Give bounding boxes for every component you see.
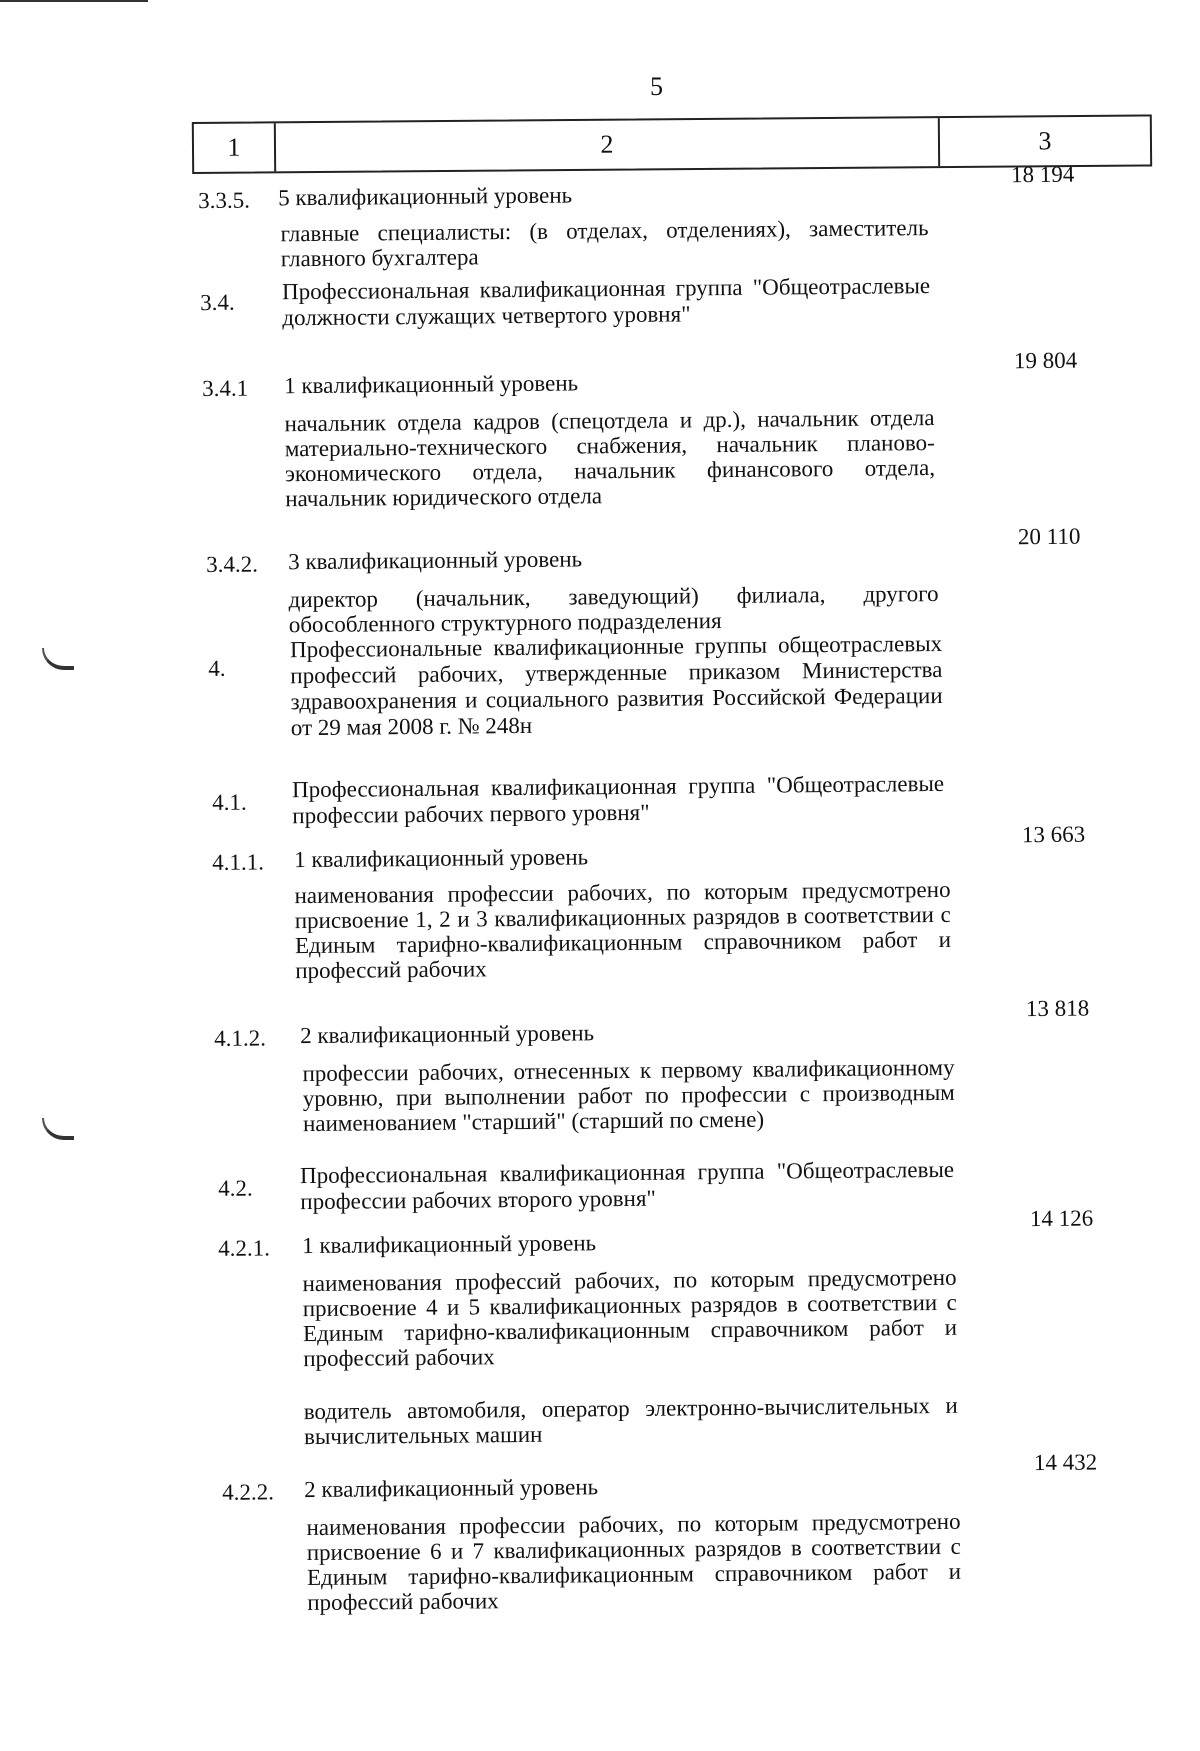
entry-number: 3.3.5. <box>198 187 251 214</box>
entry-value: 18 194 <box>1010 161 1075 188</box>
top-edge-line <box>0 0 148 2</box>
entry-description-extra: водитель автомобиля, оператор электронно-вычислительных и вычислительных машин <box>303 1392 958 1450</box>
page-number: 5 <box>650 72 663 101</box>
entry-description: начальник отдела кадров (спецотдела и др.), начальник отдела материально-технического снабжения, начальник планово-экономического отдела, начальник финансового отдела, начальник юридического отдела <box>284 405 936 512</box>
entry-title: 3 квалификационный уровень <box>288 546 583 575</box>
entry-description: наименования профессий рабочих, по которым предусмотрено присвоение 4 и 5 квалификационных разрядов в соответствии с Единым тарифно-квалификационным справочником работ и профессий рабочих <box>302 1264 958 1372</box>
binder-hole-mark-lower <box>42 1118 74 1140</box>
entry-title: 2 квалификационный уровень <box>304 1474 599 1503</box>
entry-title: 1 квалификационный уровень <box>302 1230 597 1259</box>
entry-value: 19 804 <box>1013 347 1078 374</box>
entry-title: 1 квалификационный уровень <box>284 370 579 399</box>
entry-number: 4.2. <box>218 1175 253 1201</box>
entry-description: главные специалисты: (в отделах, отделениях), заместитель главного бухгалтера <box>280 215 929 272</box>
entry-title: 5 квалификационный уровень <box>278 182 573 211</box>
entry-title: Профессиональная квалификационная группа "Общеотраслевые должности служащих четвертого уровня" <box>281 273 931 331</box>
entry-value: 14 126 <box>1029 1205 1094 1232</box>
entry-value: 14 432 <box>1033 1449 1098 1476</box>
entry-title: Профессиональная квалификационная группа "Общеотраслевые профессии рабочих второго уровня" <box>299 1156 955 1215</box>
entry-title: Профессиональная квалификационная группа "Общеотраслевые профессии рабочих первого уровня" <box>291 770 945 829</box>
entry-description: профессии рабочих, отнесенных к первому квалификационному уровню, при выполнении работ по профессии с производным наименованием "старший" (старший по смене) <box>302 1054 955 1137</box>
entry-value: 13 818 <box>1025 995 1090 1022</box>
entry-description: директор (начальник, заведующий) филиала, другого обособленного структурного подразделения <box>288 580 939 638</box>
column-header-2: 2 <box>276 118 940 171</box>
entry-number: 4.1.1. <box>212 849 265 875</box>
entry-number: 4.2.1. <box>218 1235 271 1261</box>
entry-number: 4.2.2. <box>222 1479 275 1505</box>
entry-number: 3.4. <box>200 289 235 316</box>
entry-number: 4.1. <box>212 789 247 815</box>
entry-number: 4. <box>208 655 226 682</box>
entry-description: наименования профессии рабочих, по которым предусмотрено присвоение 1, 2 и 3 квалификационных разрядов в соответствии с Единым тарифно-квалификационным справочником работ и профессий рабочих <box>294 876 952 984</box>
column-header-row <box>192 114 1152 174</box>
entry-number: 3.4.1 <box>202 375 249 402</box>
entry-title: 1 квалификационный уровень <box>294 844 589 873</box>
column-header-1: 1 <box>194 123 276 172</box>
column-header-3: 3 <box>1038 126 1052 156</box>
entry-value: 13 663 <box>1021 821 1086 848</box>
binder-hole-mark-upper <box>42 648 74 670</box>
entry-title: Профессиональные квалификационные группы общеотраслевых профессий рабочих, утвержденные приказом Министерства здравоохранения и социального развития Российской Федерации от 29 мая 2008 г. № 248н <box>289 630 943 741</box>
entry-value: 20 110 <box>1017 523 1081 550</box>
entry-title: 2 квалификационный уровень <box>300 1020 595 1049</box>
entry-number: 3.4.2. <box>206 551 259 578</box>
entry-description: наименования профессии рабочих, по которым предусмотрено присвоение 6 и 7 квалификационных разрядов в соответствии с Единым тарифно-квалификационным справочником работ и профессий рабочих <box>306 1508 962 1616</box>
entry-number: 4.1.2. <box>214 1025 267 1051</box>
